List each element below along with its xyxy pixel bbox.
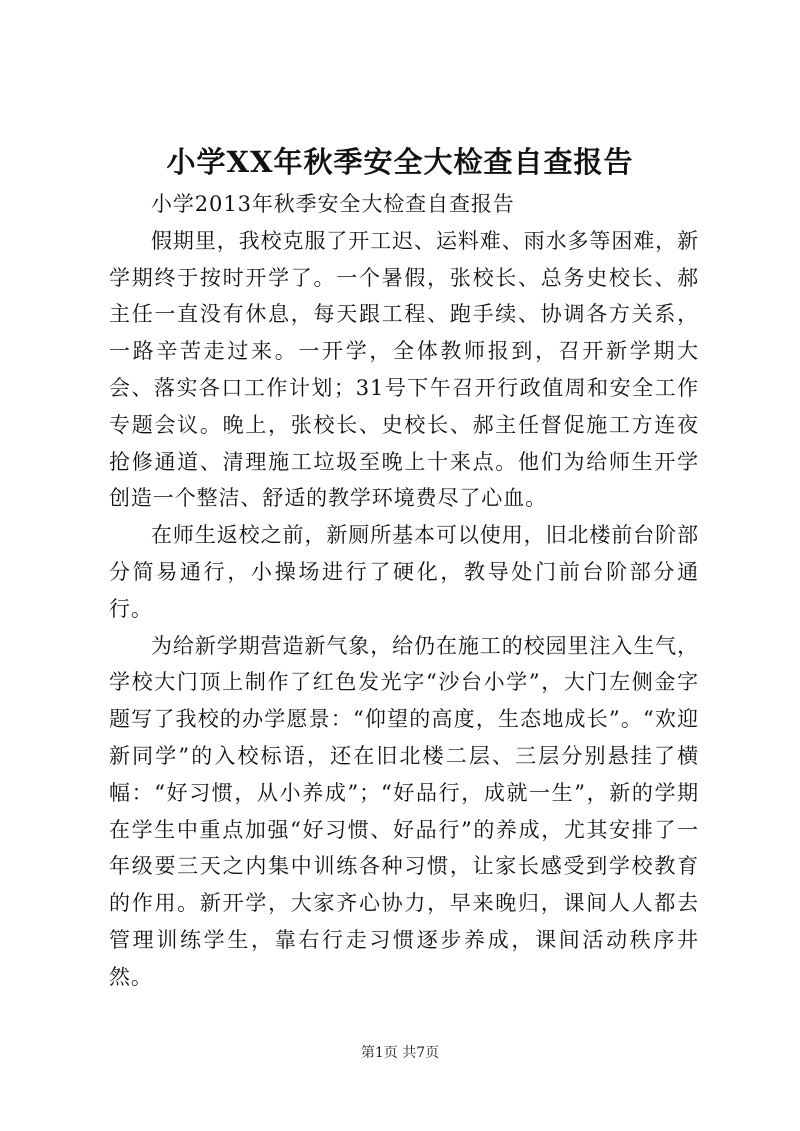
paragraph-subtitle: 小学2013年秋季安全大检查自查报告 <box>151 192 515 216</box>
paragraph-3: 为给新学期营造新气象，给仍在施工的校园里注入生气，学校大门顶上制作了红色发光字“沙台小学”，大门左侧金字题写了我校的办学愿景：“仰望的高度，生态地成长”。“欢迎新同学”的入校标语，还在旧北楼二层、三层分别悬挂了横幅：“好习惯，从小养成”；“好品行，成就一生”，新的学期在学生中重点加强“好习惯、好品行”的养成，尤其安排了一年级要三天之内集中训练各种习惯，让家长感受到学校教育的作用。新开学，大家齐心协力，早来晚归，课间人人都去管理训练学生，靠右行走习惯逐步养成，课间活动秩序井然。 <box>109 633 699 989</box>
page-footer: 第1页 共7页 <box>360 1045 440 1061</box>
document-title: 小学XX年秋季安全大检查自查报告 <box>166 145 634 179</box>
paragraph-2: 在师生返校之前，新厕所基本可以使用，旧北楼前台阶部分简易通行，小操场进行了硬化，教导处门前台阶部分通行。 <box>109 523 699 621</box>
document-body <box>109 186 699 996</box>
paragraph-1: 假期里，我校克服了开工迟、运料难、雨水多等困难，新学期终于按时开学了。一个暑假，张校长、总务史校长、郝主任一直没有休息，每天跟工程、跑手续、协调各方关系，一路辛苦走过来。一开学，全体教师报到，召开新学期大会、落实各口工作计划；31号下午召开行政值周和安全工作专题会议。晚上，张校长、史校长、郝主任督促施工方连夜抢修通道、清理施工垃圾至晚上十来点。他们为给师生开学创造一个整洁、舒适的教学环境费尽了心血。 <box>109 228 699 511</box>
